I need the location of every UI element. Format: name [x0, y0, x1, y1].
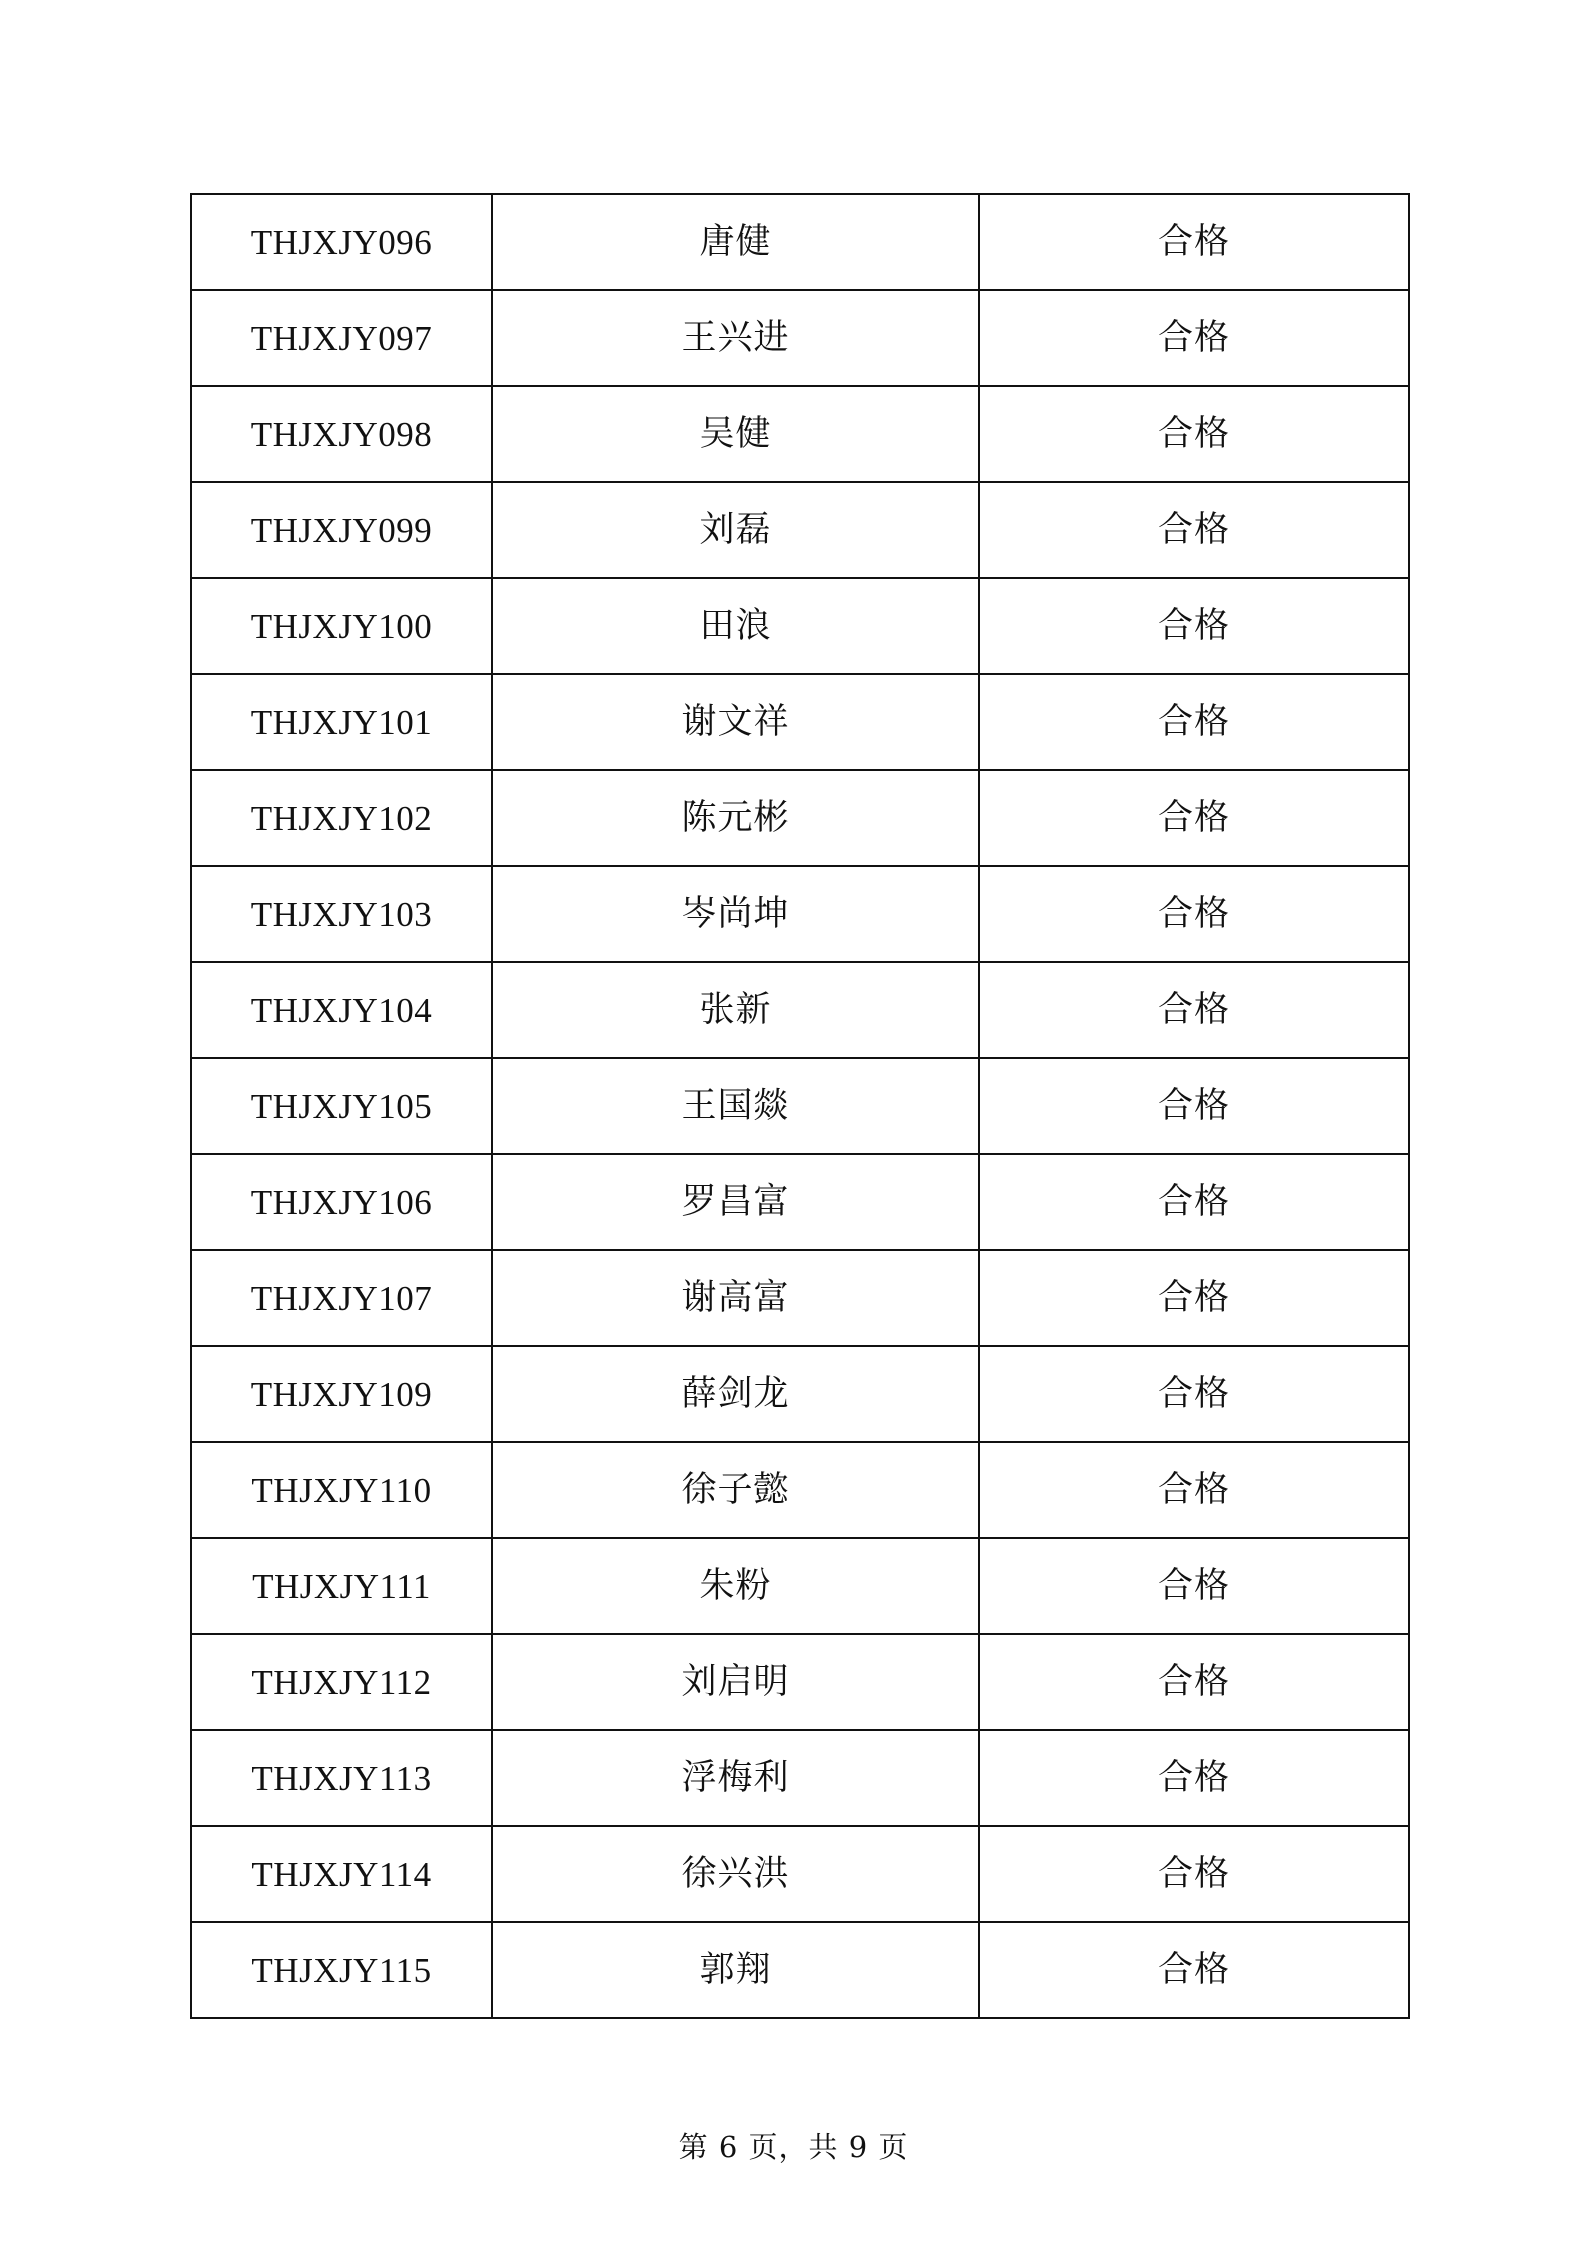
candidate-name-cell: 谢文祥 [492, 674, 979, 770]
candidate-id-cell: THJXJY105 [191, 1058, 492, 1154]
candidate-name-cell: 王兴进 [492, 290, 979, 386]
candidate-name-cell: 张新 [492, 962, 979, 1058]
candidate-id-cell: THJXJY106 [191, 1154, 492, 1250]
candidate-id-cell: THJXJY109 [191, 1346, 492, 1442]
table-row [191, 482, 1409, 578]
candidate-id-cell: THJXJY100 [191, 578, 492, 674]
candidate-name-cell: 徐兴洪 [492, 1826, 979, 1922]
table-row [191, 1442, 1409, 1538]
result-cell: 合格 [979, 194, 1409, 290]
table-row [191, 674, 1409, 770]
candidate-id-cell: THJXJY102 [191, 770, 492, 866]
candidate-name-cell: 朱粉 [492, 1538, 979, 1634]
result-cell: 合格 [979, 1442, 1409, 1538]
candidate-id-cell: THJXJY114 [191, 1826, 492, 1922]
candidate-name-cell: 岑尚坤 [492, 866, 979, 962]
candidate-name-cell: 王国燚 [492, 1058, 979, 1154]
candidate-id-cell: THJXJY104 [191, 962, 492, 1058]
result-cell: 合格 [979, 482, 1409, 578]
table-row [191, 1250, 1409, 1346]
table-row [191, 1538, 1409, 1634]
results-table-body [191, 194, 1409, 2018]
result-cell: 合格 [979, 1346, 1409, 1442]
candidate-name-cell: 田浪 [492, 578, 979, 674]
page-footer: 第 6 页，共 9 页 [678, 2130, 909, 2164]
result-cell: 合格 [979, 1730, 1409, 1826]
table-row [191, 1346, 1409, 1442]
candidate-id-cell: THJXJY115 [191, 1922, 492, 2018]
candidate-id-cell: THJXJY112 [191, 1634, 492, 1730]
result-cell: 合格 [979, 386, 1409, 482]
table-row [191, 386, 1409, 482]
result-cell: 合格 [979, 674, 1409, 770]
candidate-name-cell: 谢高富 [492, 1250, 979, 1346]
candidate-name-cell: 罗昌富 [492, 1154, 979, 1250]
result-cell: 合格 [979, 1634, 1409, 1730]
result-cell: 合格 [979, 1922, 1409, 2018]
table-row [191, 1922, 1409, 2018]
candidate-id-cell: THJXJY098 [191, 386, 492, 482]
candidate-id-cell: THJXJY111 [191, 1538, 492, 1634]
candidate-id-cell: THJXJY107 [191, 1250, 492, 1346]
results-table [190, 193, 1410, 2019]
candidate-id-cell: THJXJY097 [191, 290, 492, 386]
result-cell: 合格 [979, 962, 1409, 1058]
table-row [191, 290, 1409, 386]
candidate-name-cell: 郭翔 [492, 1922, 979, 2018]
candidate-name-cell: 刘磊 [492, 482, 979, 578]
candidate-id-cell: THJXJY113 [191, 1730, 492, 1826]
candidate-name-cell: 浮梅利 [492, 1730, 979, 1826]
candidate-name-cell: 唐健 [492, 194, 979, 290]
result-cell: 合格 [979, 1058, 1409, 1154]
candidate-id-cell: THJXJY101 [191, 674, 492, 770]
candidate-name-cell: 陈元彬 [492, 770, 979, 866]
result-cell: 合格 [979, 290, 1409, 386]
result-cell: 合格 [979, 866, 1409, 962]
table-row [191, 770, 1409, 866]
candidate-name-cell: 薛剑龙 [492, 1346, 979, 1442]
table-row [191, 962, 1409, 1058]
result-cell: 合格 [979, 1538, 1409, 1634]
candidate-name-cell: 刘启明 [492, 1634, 979, 1730]
table-row [191, 194, 1409, 290]
table-row [191, 1730, 1409, 1826]
table-row [191, 866, 1409, 962]
result-cell: 合格 [979, 770, 1409, 866]
result-cell: 合格 [979, 1154, 1409, 1250]
table-row [191, 1058, 1409, 1154]
candidate-id-cell: THJXJY099 [191, 482, 492, 578]
result-cell: 合格 [979, 578, 1409, 674]
candidate-id-cell: THJXJY103 [191, 866, 492, 962]
table-row [191, 1154, 1409, 1250]
candidate-name-cell: 徐子懿 [492, 1442, 979, 1538]
result-cell: 合格 [979, 1826, 1409, 1922]
candidate-name-cell: 吴健 [492, 386, 979, 482]
table-row [191, 1826, 1409, 1922]
candidate-id-cell: THJXJY110 [191, 1442, 492, 1538]
table-row [191, 578, 1409, 674]
result-cell: 合格 [979, 1250, 1409, 1346]
candidate-id-cell: THJXJY096 [191, 194, 492, 290]
table-row [191, 1634, 1409, 1730]
